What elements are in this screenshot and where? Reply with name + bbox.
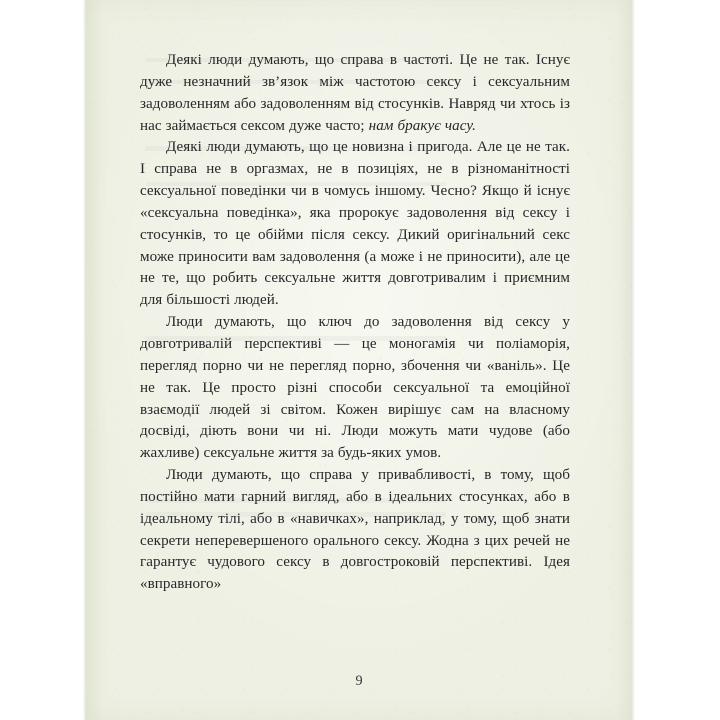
page-text-block	[140, 50, 570, 596]
paragraph-3-run-normal: Люди думають, що ключ до задоволення від сексу у довготривалій перспективі — це моногамія чи поліаморія, перегляд порно чи не перегляд порно, збочення чи «ваніль». Це не так. Це просто різні способи сексуальної та емоційної взаємодії людей зі світом. Кожен вирішує сам на власному досвіді, діють вони чи ні. Люди можуть мати чудове (або жахливе) сексуальне життя за будь-яких умов.	[140, 314, 570, 462]
page-number-folio: 9	[355, 673, 363, 689]
paragraph-1-run-normal: Деякі люди думають, що справа в частоті. Це не так. Існує дуже незначний зв’язок між частотою сексу і сексуальним задоволенням або задоволенням від стосунків. Навряд чи хтось із нас займається сексом дуже часто;	[140, 52, 570, 134]
paragraph-4-run-normal: Люди думають, що справа у привабливості, в тому, щоб постійно мати гарний вигляд, або в ідеальних стосунках, або в ідеальному тілі, або в «навичках», наприклад, у тому, щоб знати секрети неперевершеного орального сексу. Жодна з цих речей не гарантує чудового сексу в довгостроковій перспективі. Ідея «вправного»	[140, 467, 570, 593]
paragraph-2-run-normal: Деякі люди думають, що це новизна і пригода. Але це не так. І справа не в оргазмах, не в позиціях, не в різноманітності сексуальної поведінки чи в чомусь іншому. Чесно? Якщо й існує «сексуальна поведінка», яка пророкує задоволення від сексу і стосунків, то це обійми після сексу. Дикий оригінальний секс може приносити вам задоволення (а може і не приносити), але це не те, що робить сексуальне життя довготривалим і приємним для більшості людей.	[140, 139, 570, 309]
paragraph-2	[140, 137, 570, 312]
paragraph-1-run-italic: нам бракує часу.	[368, 117, 476, 134]
page-right-edge-shadow	[632, 0, 635, 720]
paragraph-4	[140, 465, 570, 596]
paragraph-1	[140, 50, 570, 137]
page-left-edge-shadow	[83, 0, 86, 720]
paragraph-3	[140, 312, 570, 465]
book-page-sheet	[86, 0, 632, 720]
